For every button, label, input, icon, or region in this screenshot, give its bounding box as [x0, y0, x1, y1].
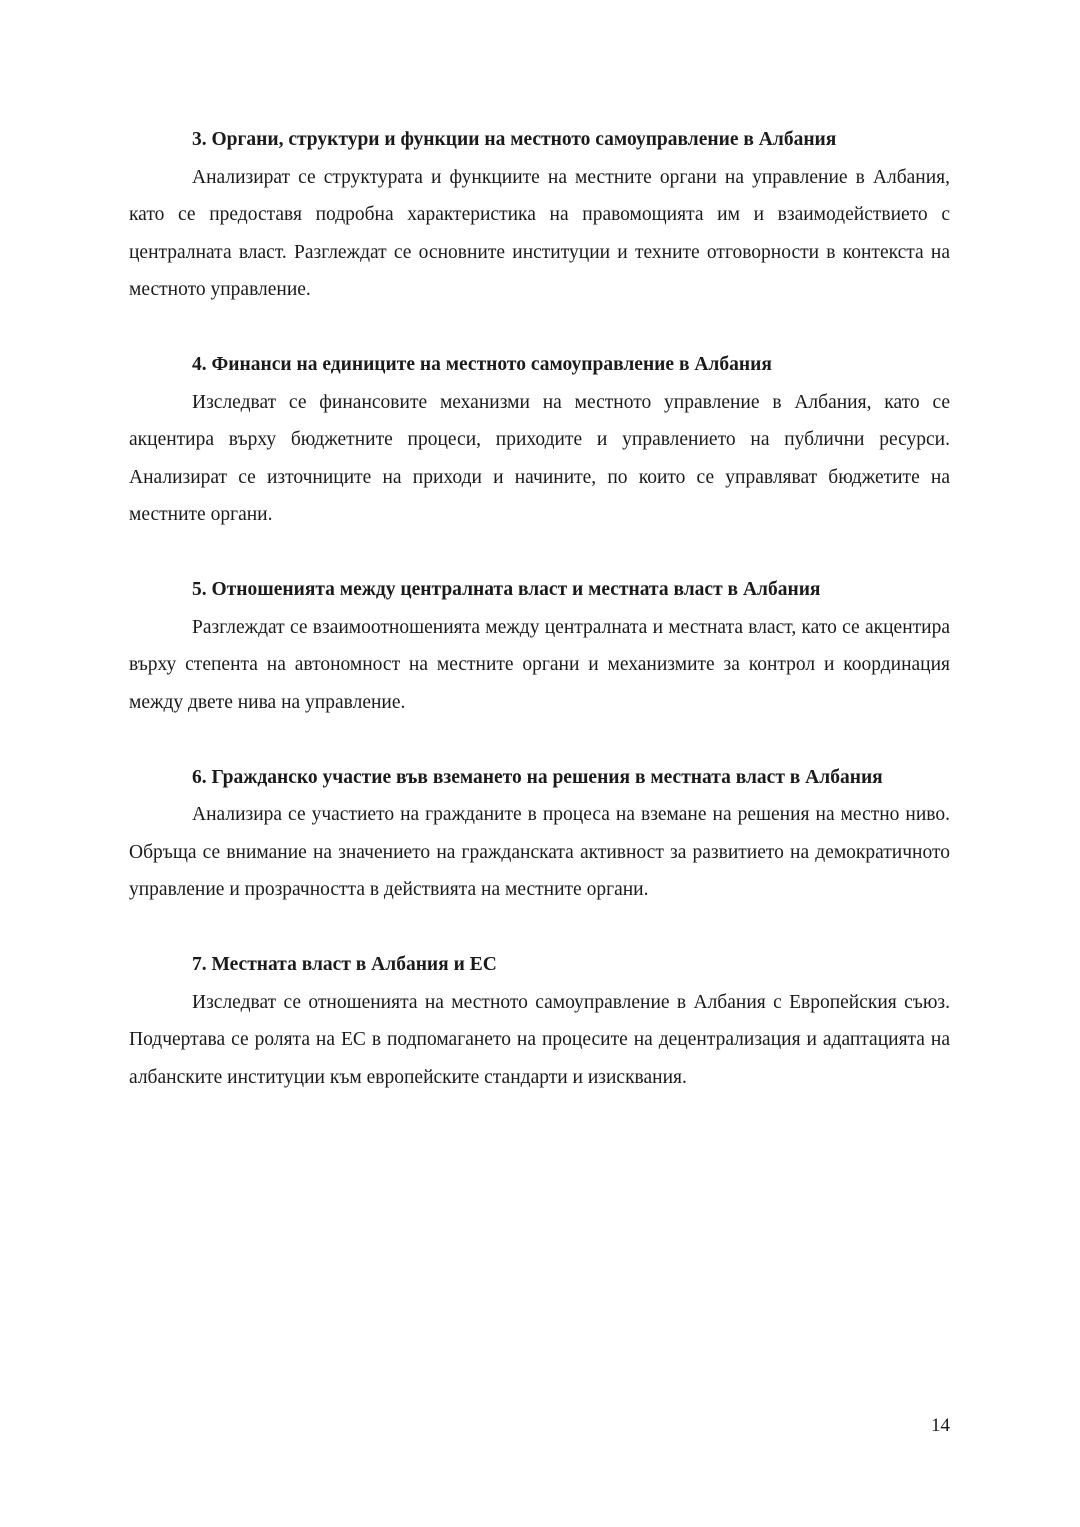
section-paragraph: Анализират се структурата и функциите на местните органи на управление в Албания, като се предоставя подробна характеристика на правомощията им и взаимодействието с централната власт. Разглеждат се основните институции и техните отговорности в контекста на местното управление. — [129, 166, 950, 300]
section-heading: 5. Отношенията между централната власт и местната власт в Албания — [192, 579, 821, 600]
section-6 — [129, 759, 950, 909]
section-4 — [129, 346, 950, 534]
section-7 — [129, 946, 950, 1096]
section-paragraph: Анализира се участието на гражданите в процеса на вземане на решения на местно ниво. Обръща се внимание на значението на гражданската активност за развитието на демократичното управление и прозрачността в действията на местните органи. — [129, 804, 950, 900]
section-paragraph: Изследват се финансовите механизми на местното управление в Албания, като се акцентира върху бюджетните процеси, приходите и управлението на публични ресурси. Анализират се източниците на приходи и начините, по които се управляват бюджетите на местните органи. — [129, 391, 950, 525]
section-heading: 3. Органи, структури и функции на местното самоуправление в Албания — [192, 129, 837, 150]
section-paragraph: Изследват се отношенията на местното самоуправление в Албания с Европейския съюз. Подчертава се ролята на ЕС в подпомагането на процесите на децентрализация и адаптацията на албанските институции към европейските стандарти и изисквания. — [129, 991, 950, 1088]
section-heading: 7. Местната власт в Албания и ЕС — [192, 954, 497, 975]
section-heading: 6. Гражданско участие във вземането на решения в местната власт в Албания — [192, 766, 883, 788]
page-number: 14 — [931, 1415, 950, 1436]
section-paragraph: Разглеждат се взаимоотношенията между централната и местната власт, като се акцентира върху степента на автономност на местните органи и механизмите за контрол и координация между двете нива на управление. — [129, 616, 950, 713]
section-3 — [129, 121, 950, 309]
section-5 — [129, 571, 950, 721]
section-heading: 4. Финанси на единиците на местното самоуправление в Албания — [192, 354, 772, 375]
page-content — [129, 121, 950, 1096]
